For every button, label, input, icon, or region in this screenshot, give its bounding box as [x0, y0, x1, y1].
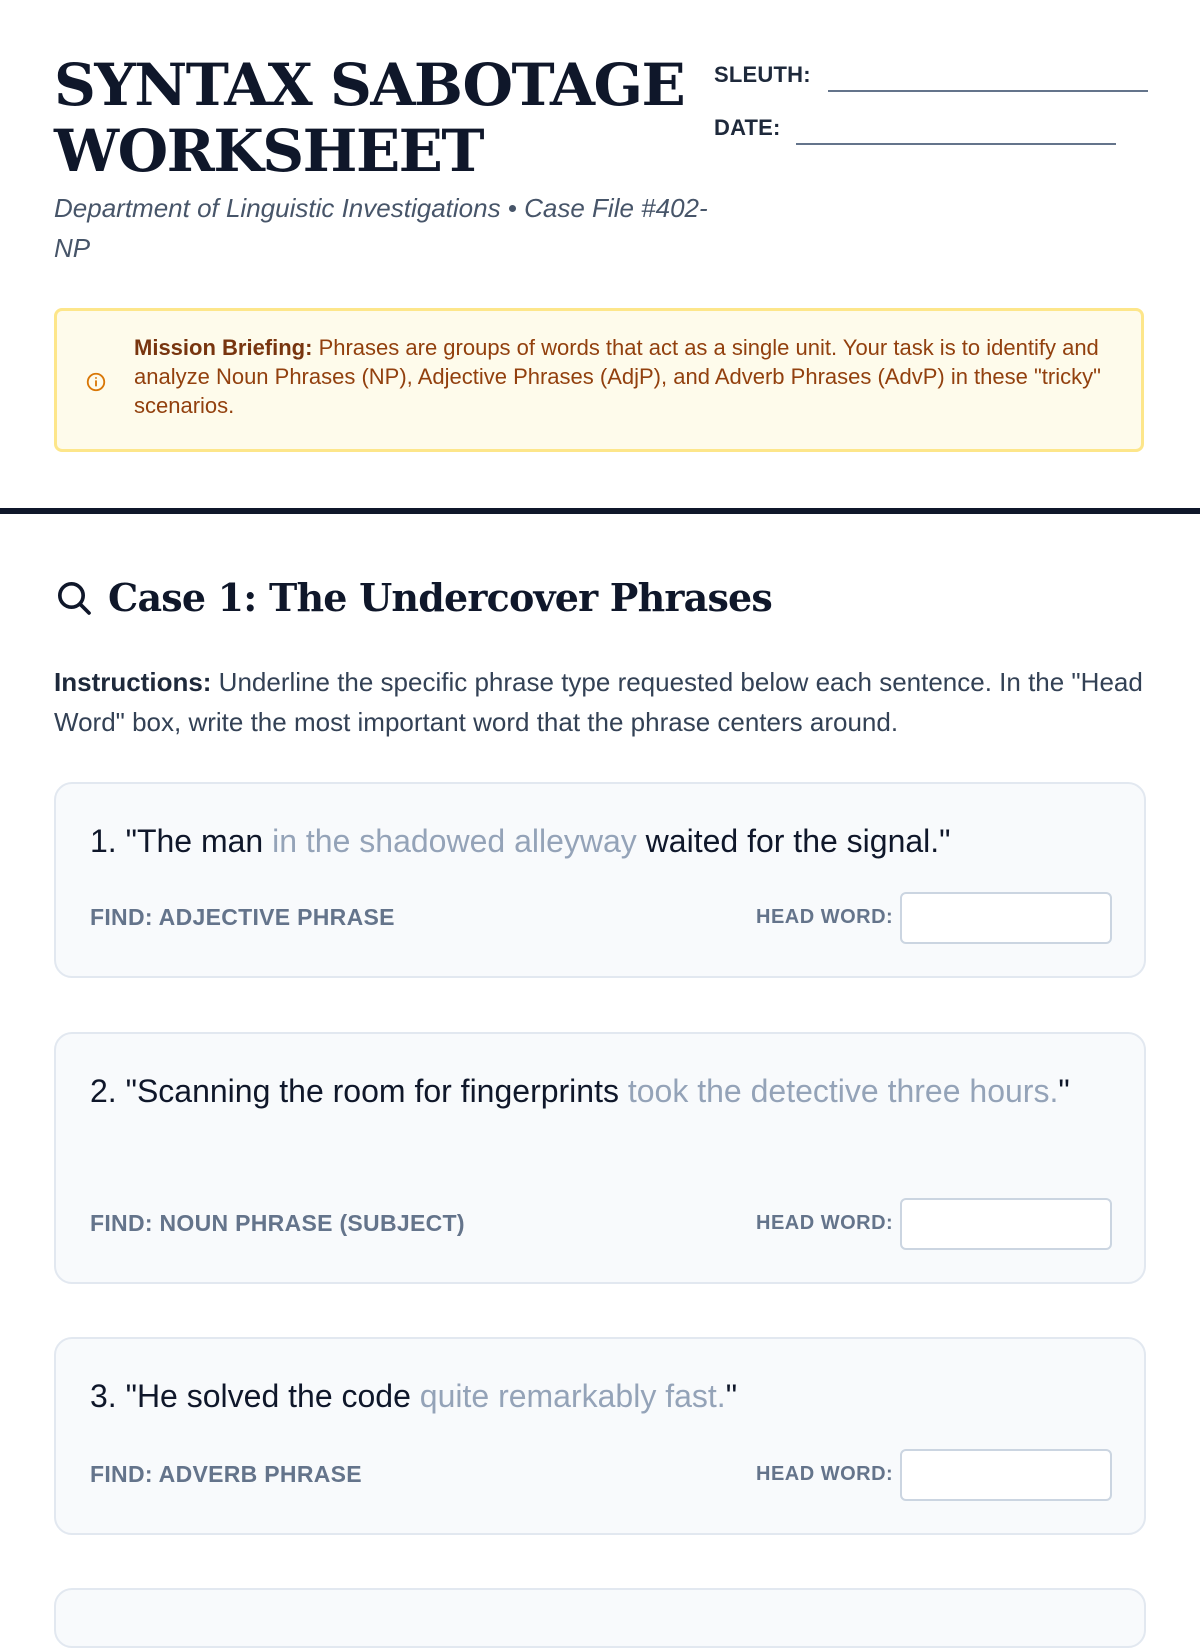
section-divider	[0, 508, 1200, 514]
case-card-4-partial	[54, 1588, 1146, 1648]
head-word-input[interactable]	[900, 892, 1112, 944]
case-card-3	[54, 1337, 1146, 1535]
instructions	[54, 662, 1154, 742]
sentence-text-end: "	[725, 1378, 738, 1414]
instructions-text: Underline the specific phrase type requested below each sentence. In the "Head Word" box, write the most important word that the phrase centers around.	[54, 667, 1143, 737]
student-info	[714, 58, 1154, 164]
sentence-highlight: in the shadowed alleyway	[272, 823, 637, 859]
briefing-body: Phrases are groups of words that act as a single unit. Your task is to identify and analyze Noun Phrases (NP), Adjective Phrases (AdjP), and Adverb Phrases (AdvP) in these "tricky" scenarios.	[134, 335, 1101, 418]
find-instruction: FIND: ADJECTIVE PHRASE	[90, 904, 395, 930]
search-icon	[54, 578, 94, 618]
case-sentence	[90, 1369, 1100, 1424]
sentence-text: 2. "Scanning the room for fingerprints	[90, 1073, 628, 1109]
sentence-text: 1. "The man	[90, 823, 273, 859]
sentence-highlight: quite remarkably fast.	[419, 1378, 726, 1414]
head-word-label: HEAD WORD:	[756, 1212, 894, 1234]
case-file-subtitle: Department of Linguistic Investigations • Case File #402-NP	[54, 193, 708, 263]
worksheet-header	[54, 52, 1146, 282]
case-sentence	[90, 814, 1100, 869]
date-label: DATE:	[714, 115, 781, 140]
briefing-label: Mission Briefing:	[134, 335, 313, 360]
sentence-text: 3. "He solved the code	[90, 1378, 420, 1414]
sentence-text-end: waited for the signal."	[636, 823, 951, 859]
find-instruction: FIND: NOUN PHRASE (SUBJECT)	[90, 1210, 465, 1236]
head-word-input[interactable]	[900, 1449, 1112, 1501]
sleuth-row	[714, 58, 1154, 111]
case-sentence	[90, 1064, 1100, 1119]
sentence-text-end: "	[1058, 1073, 1070, 1109]
briefing-text	[134, 333, 1114, 420]
case-card-2	[54, 1032, 1146, 1284]
case-card-1	[54, 782, 1146, 978]
date-line[interactable]	[796, 143, 1116, 145]
head-word-input[interactable]	[900, 1198, 1112, 1250]
find-instruction: FIND: ADVERB PHRASE	[90, 1461, 362, 1487]
sentence-highlight: took the detective three hours.	[627, 1073, 1059, 1109]
case-title: Case 1: The Undercover Phrases	[108, 575, 773, 620]
sleuth-label: SLEUTH:	[714, 62, 811, 87]
instructions-label: Instructions:	[54, 667, 212, 697]
head-word-label: HEAD WORD:	[756, 906, 894, 928]
page-title: SYNTAX SABOTAGE WORKSHEET	[54, 51, 685, 185]
mission-briefing	[54, 308, 1144, 452]
info-circle-icon	[85, 371, 107, 393]
date-row	[714, 111, 1154, 164]
head-word-label: HEAD WORD:	[756, 1463, 894, 1485]
sleuth-name-line[interactable]	[828, 90, 1148, 92]
